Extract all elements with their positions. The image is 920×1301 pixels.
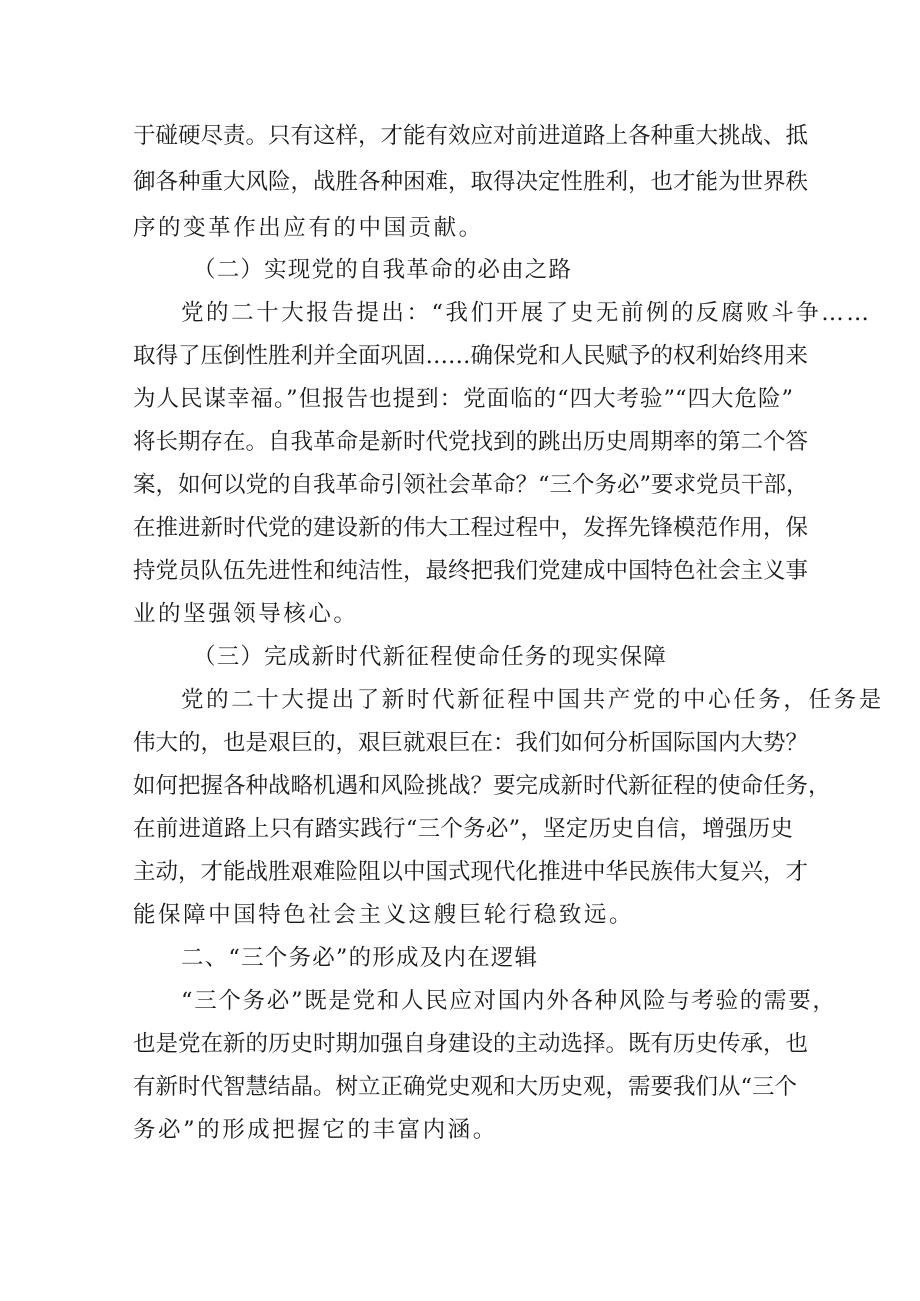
text-line: 业的坚强领导核心。 — [133, 601, 359, 627]
text-line: 于碰硬尽责。只有这样，才能有效应对前进道路上各种重大挑战、抵 — [133, 123, 809, 149]
text-line: 御各种重大风险，战胜各种困难，取得决定性胜利，也才能为世界秩 — [133, 169, 809, 195]
text-line: 在前进道路上只有踏实践行“三个务必”，坚定历史自信，增强历史 — [133, 816, 793, 842]
paragraph-first-line: “三个务必”既是党和人民应对国内外各种风险与考验的需要， — [181, 988, 837, 1014]
text-line: 为人民谋幸福。”但报告也提到：党面临的“四大考验”“四大危险” — [133, 386, 793, 412]
text-line: 取得了压倒性胜利并全面巩固……确保党和人民赋予的权利始终用来 — [133, 343, 809, 369]
text-line: 将长期存在。自我革命是新时代党找到的跳出历史周期率的第二个答 — [133, 429, 809, 455]
paragraph-first-line: 党的二十大提出了新时代新征程中国共产党的中心任务，任务是 — [181, 687, 884, 713]
text-line: 如何把握各种战略机遇和风险挑战？要完成新时代新征程的使命任务， — [133, 773, 831, 799]
paragraph-first-line: 党的二十大报告提出：“我们开展了史无前例的反腐败斗争…… — [181, 300, 872, 326]
text-line: 持党员队伍先进性和纯洁性，最终把我们党建成中国特色社会主义事 — [133, 558, 809, 584]
text-line: 能保障中国特色社会主义这艘巨轮行稳致远。 — [133, 902, 635, 928]
section-heading: 二、“三个务必”的形成及内在逻辑 — [181, 945, 539, 971]
text-line: 伟大的，也是艰巨的，艰巨就艰巨在：我们如何分析国际国内大势？ — [133, 730, 809, 756]
text-line: 务必”的形成把握它的丰富内涵。 — [133, 1117, 498, 1143]
section-heading: （二）实现党的自我革命的必由之路 — [193, 257, 573, 283]
text-line: 序的变革作出应有的中国贡献。 — [133, 215, 484, 241]
section-heading: （三）完成新时代新征程使命任务的现实保障 — [193, 644, 668, 670]
text-line: 有新时代智慧结晶。树立正确党史观和大历史观，需要我们从“三个 — [133, 1074, 798, 1100]
text-line: 在推进新时代党的建设新的伟大工程过程中，发挥先锋模范作用，保 — [133, 515, 809, 541]
text-line: 案，如何以党的自我革命引领社会革命？“三个务必”要求党员干部， — [133, 472, 809, 498]
text-line: 主动，才能战胜艰难险阻以中国式现代化推进中华民族伟大复兴，才 — [133, 859, 809, 885]
text-line: 也是党在新的历史时期加强自身建设的主动选择。既有历史传承，也 — [133, 1031, 809, 1057]
